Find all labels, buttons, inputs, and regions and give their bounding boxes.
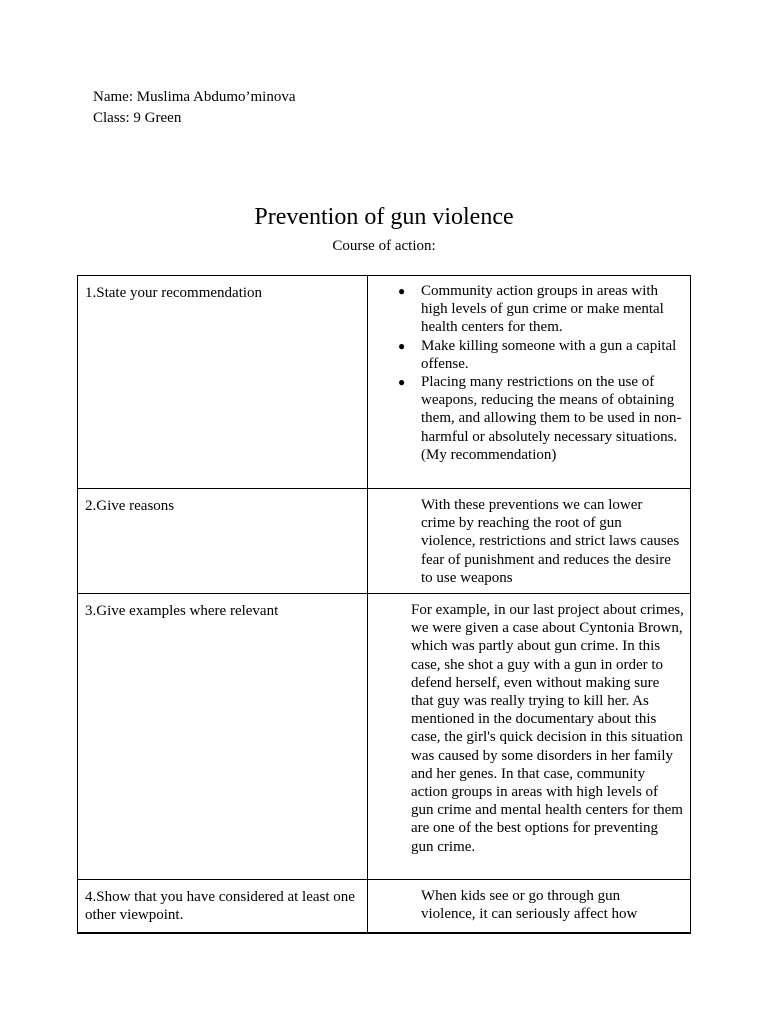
table-row — [78, 880, 691, 934]
document-subtitle: Course of action: — [332, 238, 436, 254]
prompt-cell: 1.State your recommendation — [78, 276, 368, 489]
bullet-icon: ● — [398, 375, 406, 390]
answer-cell — [368, 880, 691, 934]
table-row — [78, 489, 691, 594]
course-of-action-table — [77, 275, 691, 934]
prompt-cell: 3.Give examples where relevant — [78, 594, 368, 880]
answer-text: For example, in our last project about crimes, we were given a case about Cyntonia Brown, which was partly about gun crime. In this case, she shot a guy with a gun in order to defend herself, even without making sure that guy was really trying to kill her. As mentioned in the documentary about this case, the girl's quick decision in this situation was caused by some disorders in her family and her genes. In that case, community action groups in areas with high levels of gun crime and mental health centers for them are one of the best options for preventing gun crime. — [411, 602, 684, 855]
recommendation-list — [368, 276, 690, 464]
answer-cell — [368, 489, 691, 594]
document-title: Prevention of gun violence — [254, 204, 514, 230]
list-item-text: Make killing someone with a gun a capital offense. — [421, 337, 677, 372]
prompt-cell: 4.Show that you have considered at least one other viewpoint. — [78, 880, 368, 934]
list-item — [398, 373, 684, 464]
prompt-cell: 2.Give reasons — [78, 489, 368, 594]
bullet-icon: ● — [398, 284, 406, 298]
table-row — [78, 594, 691, 880]
bullet-icon: ● — [398, 338, 406, 353]
student-info — [93, 87, 295, 129]
list-item — [398, 337, 684, 373]
table-row — [78, 276, 691, 489]
list-item — [398, 282, 684, 337]
student-class: Class: 9 Green — [93, 110, 182, 126]
answer-cell — [368, 276, 691, 489]
student-name: Name: Muslima Abdumo’minova — [93, 89, 296, 105]
list-item-text: Community action groups in areas with high levels of gun crime or make mental health centers for them. — [421, 283, 664, 336]
list-item-text: Placing many restrictions on the use of weapons, reducing the means of obtaining them, and allowing them to be used in non-harmful or absolutely necessary situations. (My recommendation) — [421, 374, 682, 463]
answer-cell — [368, 594, 691, 880]
answer-text: When kids see or go through gun violence, it can seriously affect how — [421, 888, 638, 923]
answer-text: With these preventions we can lower crime by reaching the root of gun violence, restrictions and strict laws causes fear of punishment and reduces the desire to use weapons — [421, 497, 680, 586]
